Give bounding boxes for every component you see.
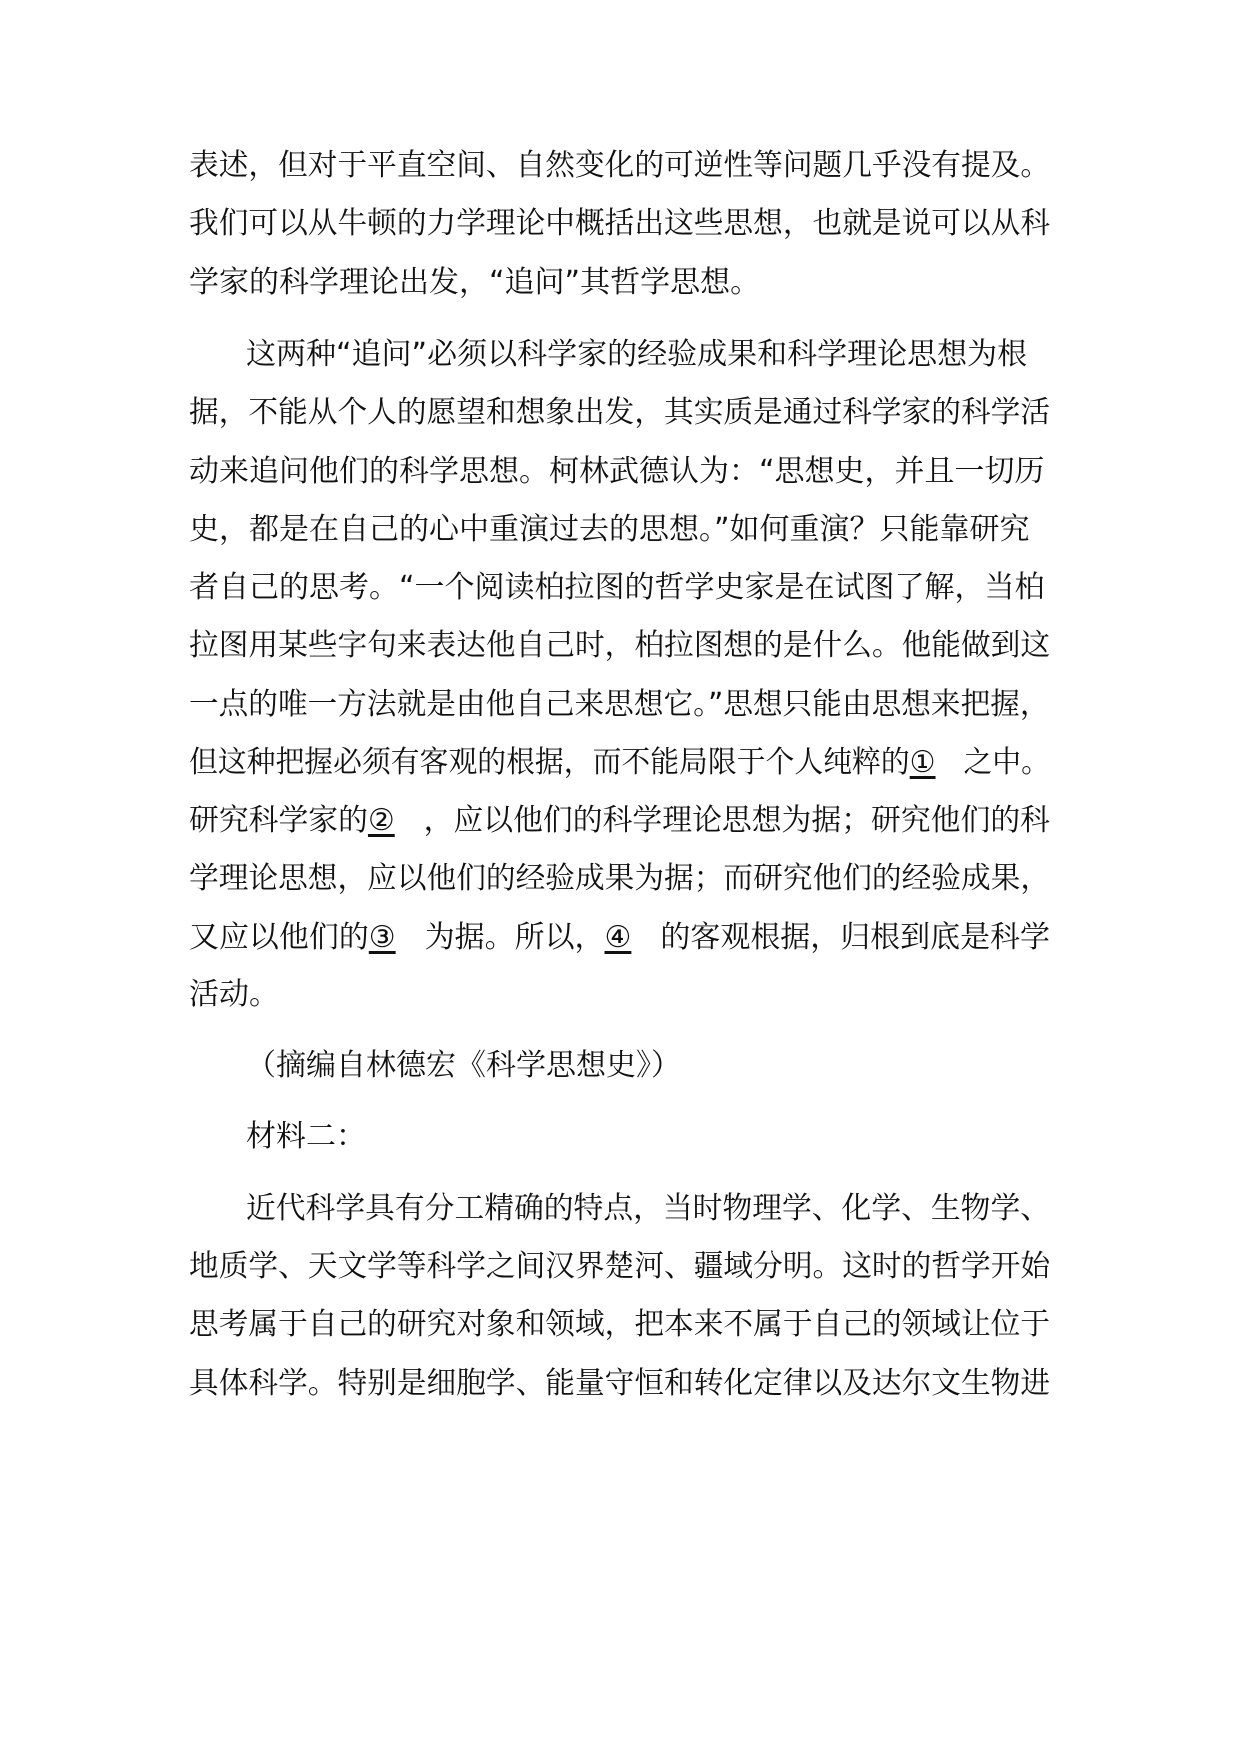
paragraph-line: 者自己的思考。“一个阅读柏拉图的哲学史家是在试图了解，当柏 <box>189 570 1045 605</box>
paragraph-line: 动来追问他们的科学思想。柯林武德认为：“思想史，并且一切历 <box>189 454 1045 489</box>
text-segment: 之中。 <box>963 745 1050 780</box>
fill-in-blank-3: ③ <box>368 920 396 955</box>
section-heading: 材料二： <box>246 1119 366 1154</box>
text-segment: 又应以他们的 <box>189 920 369 955</box>
paragraph-line: 史，都是在自己的心中重演过去的思想。”如何重演？只能靠研究 <box>189 512 1030 547</box>
paragraph-line: 学理论思想，应以他们的经验成果为据；而研究他们的经验成果， <box>189 861 1051 896</box>
paragraph-line <box>189 801 1050 841</box>
paragraph-line: 近代科学具有分工精确的特点，当时物理学、化学、生物学、 <box>246 1191 1051 1226</box>
paragraph-line <box>189 743 1050 783</box>
paragraph-line: 一点的唯一方法就是由他自己来思想它。”思想只能由思想来把握， <box>189 687 1050 722</box>
source-note: （摘编自林德宏《科学思想史》） <box>246 1048 681 1083</box>
text-segment: 研究科学家的 <box>189 803 368 838</box>
paragraph-line: 表述，但对于平直空间、自然变化的可逆性等问题几乎没有提及。 <box>189 148 1051 183</box>
paragraph-line: 活动。 <box>189 977 279 1012</box>
paragraph-line: 据，不能从个人的愿望和想象出发，其实质是通过科学家的科学活 <box>189 395 1051 430</box>
text-segment: 的客观根据，归根到底是科学 <box>660 920 1050 955</box>
fill-in-blank-4: ④ <box>604 920 632 955</box>
text-segment: 但这种把握必须有客观的根据，而不能局限于个人纯粹的 <box>189 745 910 780</box>
paragraph-line: 地质学、天文学等科学之间汉界楚河、疆域分明。这时的哲学开始 <box>189 1249 1051 1284</box>
fill-in-blank-2: ② <box>367 803 395 838</box>
paragraph-line <box>189 918 1050 958</box>
paragraph-line: 思考属于自己的研究对象和领域，把本来不属于自己的领域让位于 <box>189 1307 1051 1342</box>
paragraph-line: 我们可以从牛顿的力学理论中概括出这些思想，也就是说可以从科 <box>189 206 1051 241</box>
paragraph-line: 学家的科学理论出发，“追问”其哲学思想。 <box>189 265 761 300</box>
paragraph-line: 这两种“追问”必须以科学家的经验成果和科学理论思想为根 <box>246 337 1028 372</box>
text-segment: 为据。所以， <box>424 920 605 955</box>
fill-in-blank-1: ① <box>909 745 936 780</box>
text-segment: ，应以他们的科学理论思想为据；研究他们的科 <box>423 803 1050 838</box>
paragraph-line: 拉图用某些字句来表达他自己时，柏拉图想的是什么。他能做到这 <box>189 628 1051 663</box>
paragraph-line: 具体科学。特别是细胞学、能量守恒和转化定律以及达尔文生物进 <box>189 1366 1051 1401</box>
